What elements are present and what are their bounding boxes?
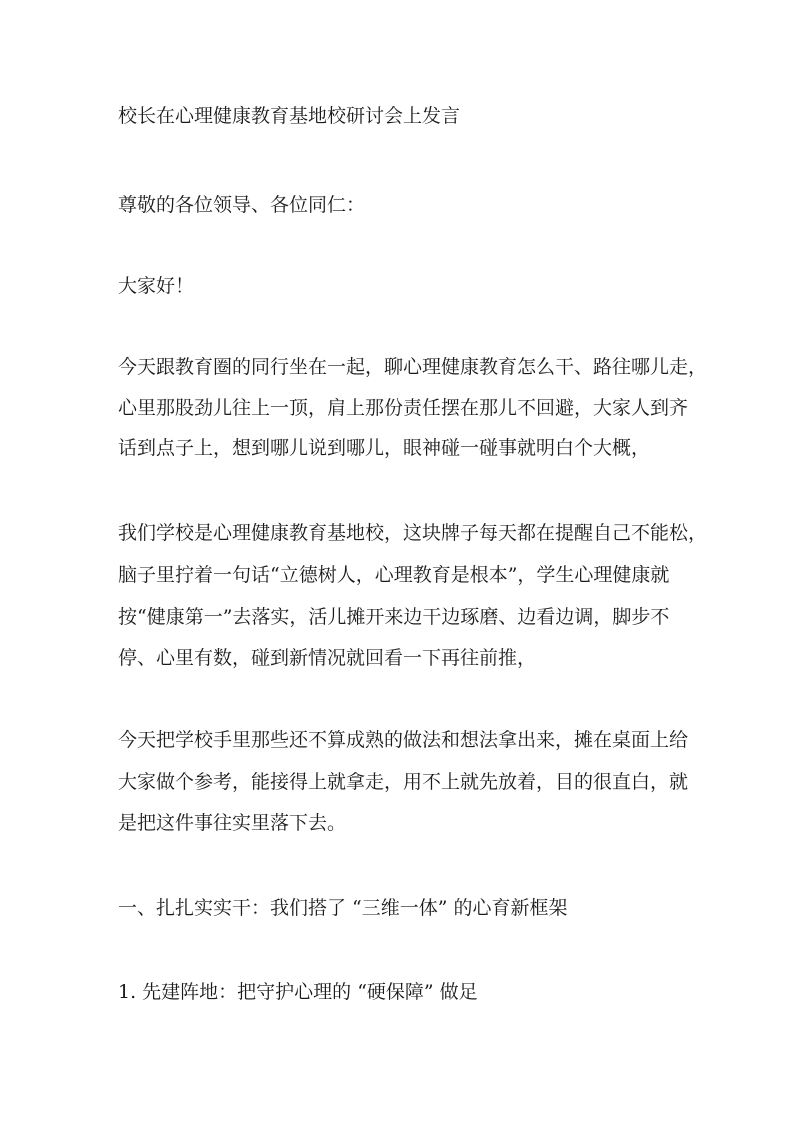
paragraph-line: 按“健康第一”去落实，活儿摊开来边干边琢磨、边看边调，脚步不 [118,606,670,628]
paragraph-line: 大家做个参考，能接得上就拿走，用不上就先放着，目的很直白，就 [118,771,689,793]
paragraph-line: 心里那股劲儿往上一顶，肩上那份责任摆在那儿不回避，大家人到齐 [118,397,689,419]
paragraph-line: 今天跟教育圈的同行坐在一起，聊心理健康教育怎么干、路往哪儿走， [118,356,708,378]
subsection-heading: 1. 先建阵地：把守护心理的 “硬保障” 做足 [118,981,478,1003]
greeting: 大家好！ [118,275,195,297]
paragraph-line: 话到点子上，想到哪儿说到哪儿，眼神碰一碰事就明白个大概， [118,437,651,459]
paragraph-line: 脑子里拧着一句话“立德树人，心理教育是根本”，学生心理健康就 [118,564,670,586]
salutation: 尊敬的各位领导、各位同仁： [118,194,366,216]
paragraph-line: 停、心里有数，碰到新情况就回看一下再往前推， [118,647,537,669]
paragraph-line: 我们学校是心理健康教育基地校，这块牌子每天都在提醒自己不能松， [118,522,708,544]
paragraph-line: 今天把学校手里那些还不算成熟的做法和想法拿出来，摊在桌面上给 [118,729,689,751]
document-title: 校长在心理健康教育基地校研讨会上发言 [118,105,461,127]
section-heading: 一、扎扎实实干：我们搭了 “三维一体” 的心育新框架 [118,897,568,919]
paragraph-line: 是把这件事往实里落下去。 [118,812,347,834]
